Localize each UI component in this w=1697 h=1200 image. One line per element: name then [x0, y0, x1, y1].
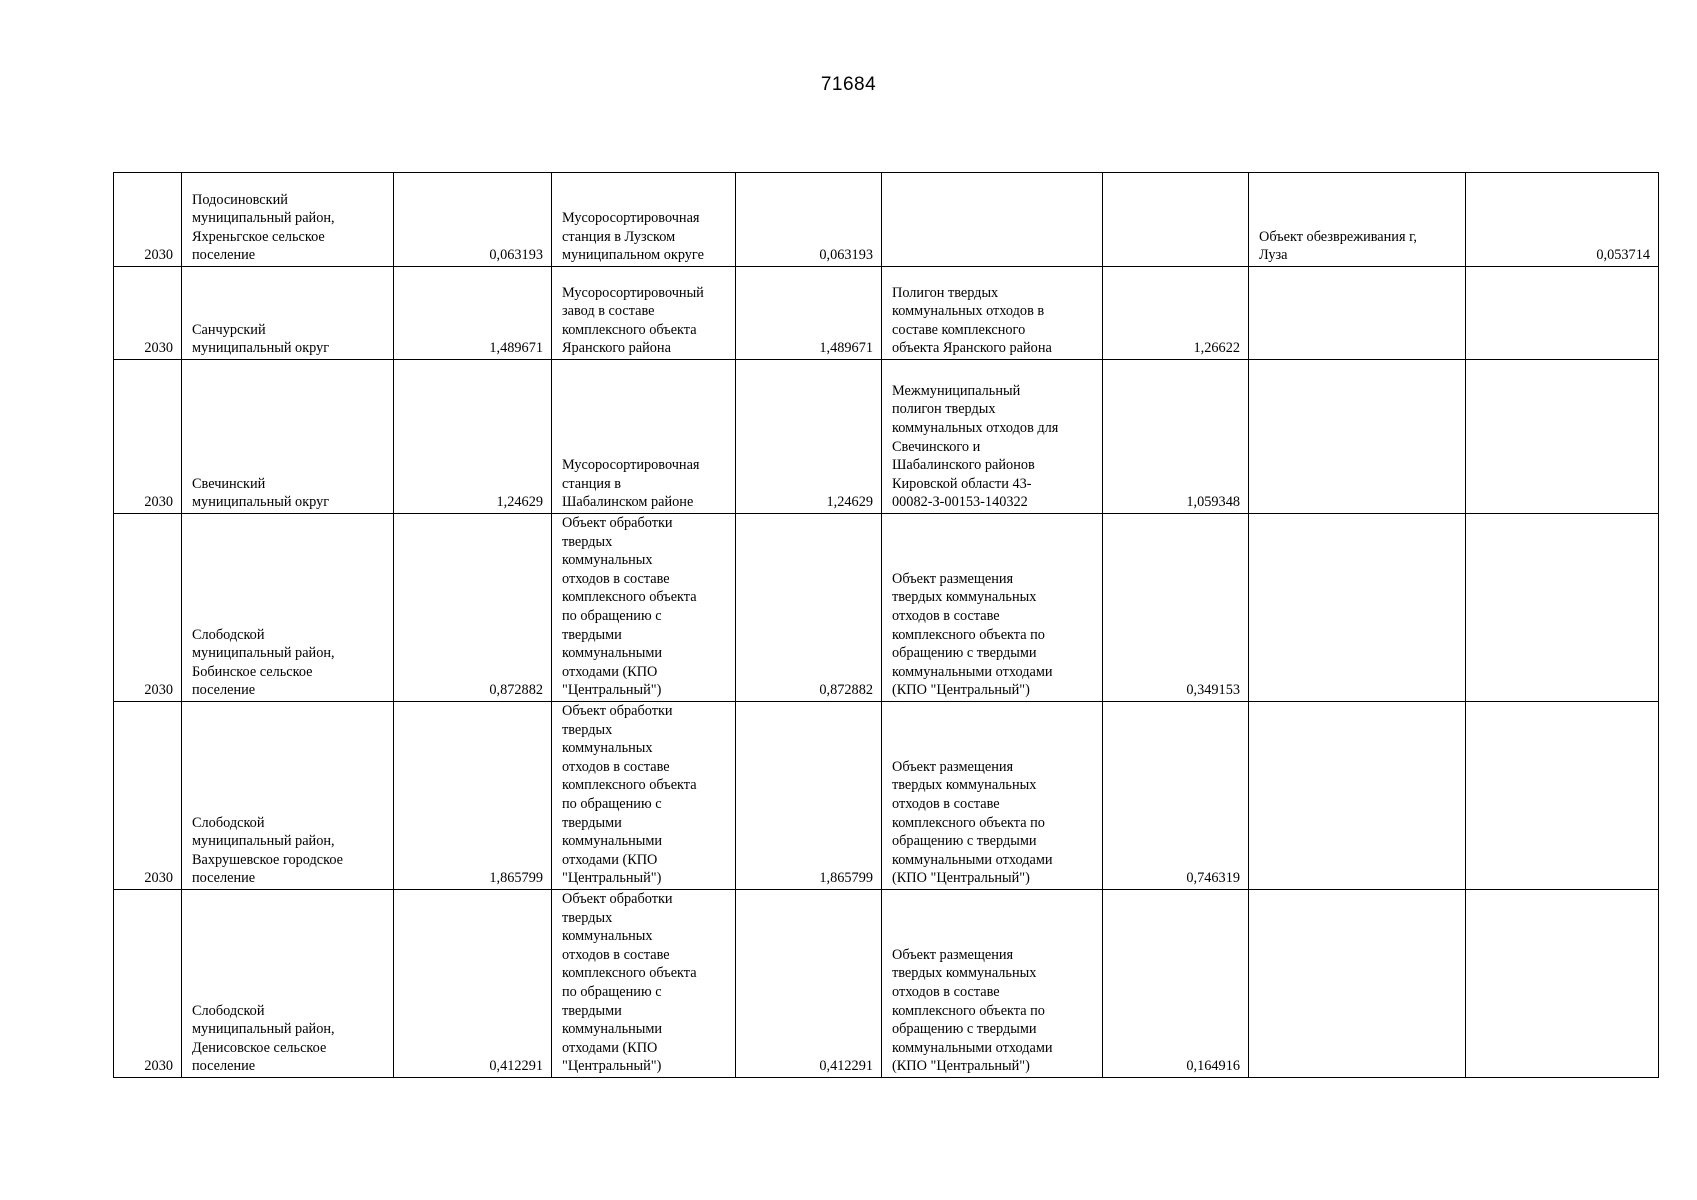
- value-cell: 1,865799: [394, 702, 552, 890]
- municipality-cell: Слободской муниципальный район, Бобинское сельское поселение: [182, 514, 394, 702]
- value-cell: 0,872882: [394, 514, 552, 702]
- value-cell: 1,489671: [736, 267, 882, 360]
- value-cell: 0,063193: [736, 173, 882, 267]
- facility-cell: Объект размещения твердых коммунальных отходов в составе комплексного объекта по обращению с твердыми коммунальными отходами (КПО "Центральный"): [882, 514, 1103, 702]
- facility-cell: Мусоросортировочная станция в Лузском муниципальном округе: [552, 173, 736, 267]
- waste-flow-table: [113, 172, 1659, 1078]
- facility-cell: Мусоросортировочный завод в составе комплексного объекта Яранского района: [552, 267, 736, 360]
- facility-cell: Объект обработки твердых коммунальных отходов в составе комплексного объекта по обращению с твердыми коммунальными отходами (КПО "Центральный"): [552, 890, 736, 1078]
- facility-cell: Объект размещения твердых коммунальных отходов в составе комплексного объекта по обращению с твердыми коммунальными отходами (КПО "Центральный"): [882, 890, 1103, 1078]
- value-cell: [1466, 890, 1659, 1078]
- municipality-cell: Слободской муниципальный район, Вахрушевское городское поселение: [182, 702, 394, 890]
- year-cell: 2030: [114, 514, 182, 702]
- facility-cell: [1249, 360, 1466, 514]
- value-cell: 0,063193: [394, 173, 552, 267]
- facility-cell: [1249, 267, 1466, 360]
- value-cell: [1466, 267, 1659, 360]
- value-cell: 0,412291: [736, 890, 882, 1078]
- value-cell: 1,24629: [736, 360, 882, 514]
- municipality-cell: Свечинский муниципальный округ: [182, 360, 394, 514]
- facility-cell: [1249, 514, 1466, 702]
- facility-cell: Межмуниципальный полигон твердых коммунальных отходов для Свечинского и Шабалинского районов Кировской области 43- 00082-З-00153-140322: [882, 360, 1103, 514]
- table-row: [114, 890, 1659, 1078]
- facility-cell: Объект обезвреживания г, Луза: [1249, 173, 1466, 267]
- municipality-cell: Санчурский муниципальный округ: [182, 267, 394, 360]
- facility-cell: Объект размещения твердых коммунальных отходов в составе комплексного объекта по обращению с твердыми коммунальными отходами (КПО "Центральный"): [882, 702, 1103, 890]
- value-cell: [1466, 360, 1659, 514]
- facility-cell: Объект обработки твердых коммунальных отходов в составе комплексного объекта по обращению с твердыми коммунальными отходами (КПО "Центральный"): [552, 702, 736, 890]
- value-cell: 1,26622: [1103, 267, 1249, 360]
- year-cell: 2030: [114, 890, 182, 1078]
- facility-cell: Полигон твердых коммунальных отходов в составе комплексного объекта Яранского района: [882, 267, 1103, 360]
- value-cell: 1,489671: [394, 267, 552, 360]
- value-cell: 1,24629: [394, 360, 552, 514]
- year-cell: 2030: [114, 360, 182, 514]
- facility-cell: [882, 173, 1103, 267]
- facility-cell: Мусоросортировочная станция в Шабалинском районе: [552, 360, 736, 514]
- municipality-cell: Подосиновский муниципальный район, Яхреньгское сельское поселение: [182, 173, 394, 267]
- facility-cell: [1249, 702, 1466, 890]
- value-cell: [1466, 514, 1659, 702]
- table-row: [114, 360, 1659, 514]
- year-cell: 2030: [114, 267, 182, 360]
- table-row: [114, 514, 1659, 702]
- municipality-cell: Слободской муниципальный район, Денисовское сельское поселение: [182, 890, 394, 1078]
- value-cell: [1466, 702, 1659, 890]
- value-cell: 0,872882: [736, 514, 882, 702]
- value-cell: 1,059348: [1103, 360, 1249, 514]
- value-cell: [1103, 173, 1249, 267]
- value-cell: 0,412291: [394, 890, 552, 1078]
- facility-cell: [1249, 890, 1466, 1078]
- value-cell: 0,164916: [1103, 890, 1249, 1078]
- value-cell: 0,746319: [1103, 702, 1249, 890]
- value-cell: 0,349153: [1103, 514, 1249, 702]
- value-cell: 1,865799: [736, 702, 882, 890]
- year-cell: 2030: [114, 702, 182, 890]
- page-number: 71684: [820, 74, 877, 95]
- table-row: [114, 173, 1659, 267]
- table-row: [114, 702, 1659, 890]
- facility-cell: Объект обработки твердых коммунальных отходов в составе комплексного объекта по обращению с твердыми коммунальными отходами (КПО "Центральный"): [552, 514, 736, 702]
- value-cell: 0,053714: [1466, 173, 1659, 267]
- table-row: [114, 267, 1659, 360]
- year-cell: 2030: [114, 173, 182, 267]
